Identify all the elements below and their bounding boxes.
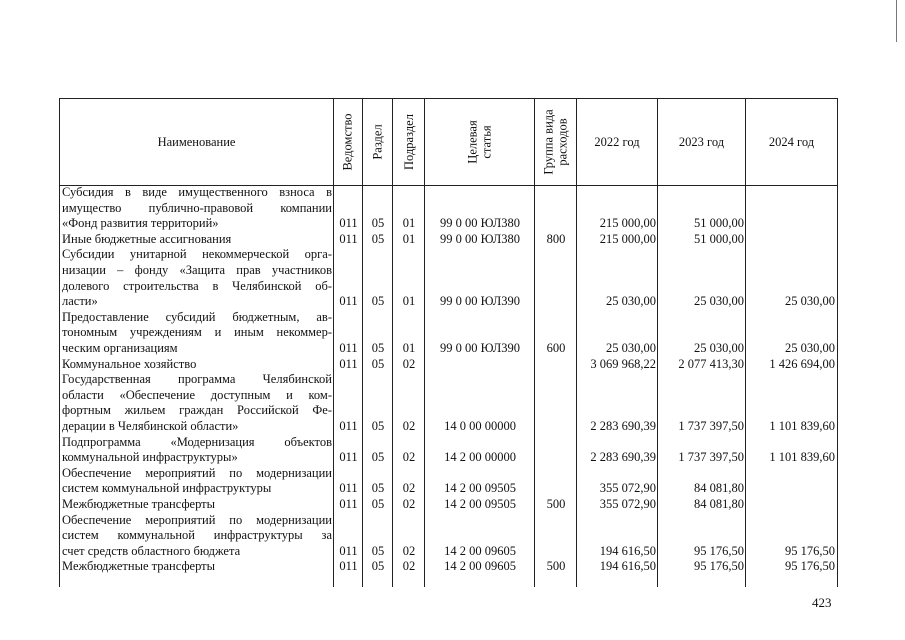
cell-subsection: 02	[402, 481, 416, 496]
row-name	[62, 247, 332, 309]
table-row	[60, 497, 837, 513]
cell-section: 05	[371, 216, 385, 231]
row-name-line: Межбюджетные трансферты	[62, 559, 216, 574]
cell-section: 05	[371, 418, 385, 433]
cell-y2022: 25 030,00	[606, 294, 656, 309]
cell-subsection: 01	[402, 340, 416, 355]
table-body	[60, 185, 837, 575]
cell-y2022: 25 030,00	[606, 340, 656, 355]
cell-section: 05	[371, 543, 385, 558]
cell-dept: 011	[339, 543, 358, 558]
table-row	[60, 185, 837, 232]
row-name	[62, 435, 332, 466]
row-name-line: Государственная программа Челябинской	[62, 372, 332, 387]
cell-y2024: 95 176,50	[785, 543, 835, 558]
cell-section: 05	[371, 450, 385, 465]
cell-expense: 500	[546, 559, 566, 574]
header-name-label: Наименование	[157, 135, 236, 149]
header-2022	[577, 99, 658, 185]
cell-subsection: 02	[402, 356, 416, 371]
cell-y2022: 2 283 690,39	[590, 450, 656, 465]
cell-y2024: 95 176,50	[785, 559, 835, 574]
row-name-line: систем коммунальной инфраструктуры за	[62, 528, 332, 543]
table-row	[60, 466, 837, 497]
cell-y2023: 84 081,80	[694, 481, 744, 496]
cell-dept: 011	[339, 356, 358, 371]
row-name-line: Субсидии унитарной некоммерческой орга-	[62, 247, 332, 262]
cell-y2023: 51 000,00	[694, 216, 744, 231]
row-name	[62, 232, 332, 248]
table-header	[60, 99, 837, 186]
cell-section: 05	[371, 481, 385, 496]
cell-section: 05	[371, 496, 385, 511]
header-2024	[746, 99, 837, 185]
row-name-line: дерации в Челябинской области»	[62, 418, 239, 433]
row-name-line: Обеспечение мероприятий по модернизации	[62, 512, 332, 527]
cell-dept: 011	[339, 340, 358, 355]
cell-y2023: 1 737 397,50	[678, 450, 744, 465]
cell-y2022: 194 616,50	[599, 543, 656, 558]
row-name-line: низации – фонду «Защита прав участников	[62, 262, 332, 277]
row-name-line: счет средств областного бюджета	[62, 543, 241, 558]
cell-expense: 600	[546, 340, 566, 355]
cell-y2023: 25 030,00	[694, 294, 744, 309]
cell-y2022: 355 072,90	[599, 481, 656, 496]
row-name	[62, 185, 332, 232]
cell-dept: 011	[339, 418, 358, 433]
cell-y2023: 25 030,00	[694, 340, 744, 355]
cell-dept: 011	[339, 450, 358, 465]
header-2024-label: 2024 год	[768, 135, 815, 149]
row-name-line: имущество публично-правовой компании	[62, 200, 332, 215]
cell-y2022: 194 616,50	[599, 559, 656, 574]
cell-target: 99 0 00 ЮЛ390	[439, 340, 521, 355]
cell-y2024: 25 030,00	[785, 340, 835, 355]
cell-target: 99 0 00 ЮЛ380	[439, 231, 521, 246]
cell-y2024: 1 101 839,60	[769, 418, 835, 433]
header-expense-label	[542, 109, 570, 174]
row-name	[62, 513, 332, 560]
header-target	[425, 99, 535, 185]
cell-target: 14 2 00 09605	[444, 543, 516, 558]
row-name-line: ласти»	[62, 294, 98, 309]
header-section	[363, 99, 393, 185]
row-name-line: фортным жильем граждан Российской Фе-	[62, 403, 332, 418]
cell-expense: 500	[546, 496, 566, 511]
table-row	[60, 310, 837, 357]
cell-target: 14 0 00 00000	[444, 418, 516, 433]
cell-subsection: 02	[402, 559, 416, 574]
cell-dept: 011	[339, 231, 358, 246]
row-name-line: Иные бюджетные ассигнования	[62, 231, 232, 246]
header-2023-label: 2023 год	[678, 135, 725, 149]
cell-dept: 011	[339, 496, 358, 511]
row-name-line: Обеспечение мероприятий по модернизации	[62, 465, 332, 480]
cell-y2022: 215 000,00	[599, 216, 656, 231]
cell-target: 14 2 00 09605	[444, 559, 516, 574]
cell-subsection: 01	[402, 216, 416, 231]
row-name-line: ческим организациям	[62, 340, 178, 355]
cell-target: 99 0 00 ЮЛ390	[439, 294, 521, 309]
cell-section: 05	[371, 340, 385, 355]
header-target-line2: статья	[479, 125, 494, 159]
cell-section: 05	[371, 559, 385, 574]
row-name-line: долевого строительства в Челябинской об-	[62, 278, 332, 293]
row-name-line: Межбюджетные трансферты	[62, 496, 216, 511]
table-row	[60, 247, 837, 309]
header-dept-label: Ведомство	[341, 113, 355, 171]
header-section-label: Раздел	[370, 124, 385, 160]
row-name	[62, 372, 332, 434]
page-number: 423	[812, 595, 832, 610]
page-edge-mark	[896, 0, 897, 42]
cell-subsection: 01	[402, 294, 416, 309]
cell-y2023: 95 176,50	[694, 559, 744, 574]
table-row	[60, 559, 837, 575]
cell-y2022: 215 000,00	[599, 231, 656, 246]
header-expense-group	[535, 99, 577, 185]
cell-section: 05	[371, 231, 385, 246]
table-row	[60, 357, 837, 373]
row-name-line: Субсидия в виде имущественного взноса в	[62, 185, 332, 199]
row-name-line: тономным учреждениям и иным некоммер-	[62, 325, 332, 340]
cell-subsection: 02	[402, 496, 416, 511]
header-2022-label: 2022 год	[594, 135, 640, 149]
cell-y2022: 355 072,90	[599, 496, 656, 511]
row-name	[62, 497, 332, 513]
cell-subsection: 02	[402, 450, 416, 465]
cell-y2023: 84 081,80	[694, 496, 744, 511]
cell-target: 14 2 00 09505	[444, 496, 516, 511]
cell-y2024: 1 101 839,60	[769, 450, 835, 465]
cell-y2023: 95 176,50	[694, 543, 744, 558]
cell-y2023: 2 077 413,30	[678, 356, 744, 371]
row-name-line: систем коммунальной инфраструктуры	[62, 481, 272, 496]
cell-dept: 011	[339, 216, 358, 231]
cell-y2023: 51 000,00	[694, 231, 744, 246]
row-name	[62, 559, 332, 575]
row-name	[62, 310, 332, 357]
cell-section: 05	[371, 356, 385, 371]
row-name	[62, 357, 332, 373]
cell-section: 05	[371, 294, 385, 309]
budget-table	[59, 98, 838, 587]
cell-y2022: 3 069 968,22	[590, 356, 656, 371]
cell-target: 14 2 00 00000	[444, 450, 516, 465]
header-target-line1: Целевая	[465, 120, 480, 164]
cell-y2024: 25 030,00	[785, 294, 835, 309]
table-row	[60, 513, 837, 560]
header-name	[60, 99, 334, 185]
cell-dept: 011	[339, 481, 358, 496]
cell-dept: 011	[339, 294, 358, 309]
header-subsection-label: Подраздел	[401, 114, 416, 170]
row-name-line: области «Обеспечение доступным и ком-	[62, 387, 332, 402]
header-target-label	[466, 120, 494, 163]
cell-subsection: 02	[402, 418, 416, 433]
cell-target: 99 0 00 ЮЛ380	[439, 216, 521, 231]
cell-subsection: 01	[402, 231, 416, 246]
row-name-line: Предоставление субсидий бюджетным, ав-	[62, 309, 332, 324]
row-name	[62, 466, 332, 497]
cell-y2024: 1 426 694,00	[769, 356, 835, 371]
header-expense-line2: расходов	[555, 118, 570, 166]
cell-y2022: 2 283 690,39	[590, 418, 656, 433]
header-dept	[334, 99, 363, 185]
row-name-line: «Фонд развития территорий»	[62, 216, 219, 231]
cell-expense: 800	[546, 231, 566, 246]
cell-subsection: 02	[402, 543, 416, 558]
table-row	[60, 372, 837, 434]
header-2023	[658, 99, 746, 185]
row-name-line: коммунальной инфраструктуры»	[62, 450, 238, 465]
row-name-line: Подпрограмма «Модернизация объектов	[62, 434, 332, 449]
header-expense-line1: Группа вида	[541, 109, 556, 175]
header-subsection	[393, 99, 425, 185]
table-row	[60, 232, 837, 248]
row-name-line: Коммунальное хозяйство	[62, 356, 197, 371]
cell-target: 14 2 00 09505	[444, 481, 516, 496]
cell-dept: 011	[339, 559, 358, 574]
table-row	[60, 435, 837, 466]
cell-y2023: 1 737 397,50	[678, 418, 744, 433]
